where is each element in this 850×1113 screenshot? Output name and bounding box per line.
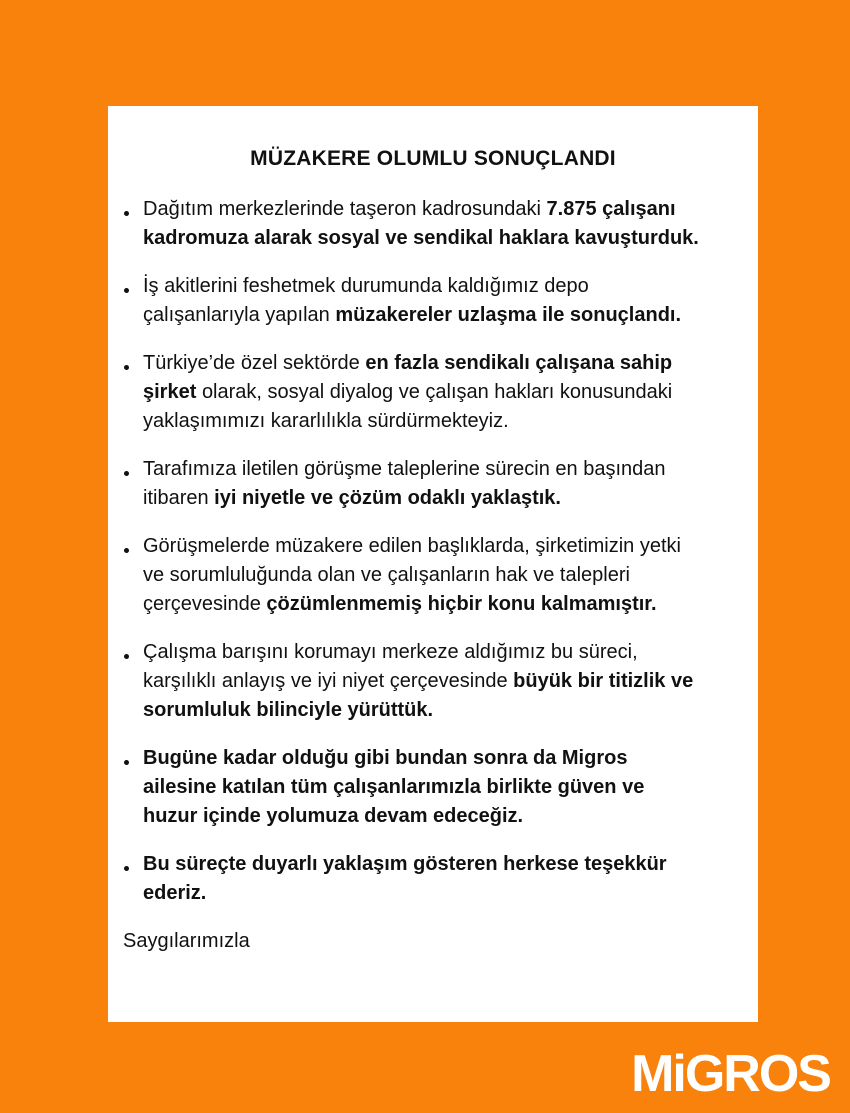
text-line: Türkiye’de özel sektörde en fazla sendikalı çalışana sahip (143, 352, 673, 374)
bullet-item (123, 272, 743, 330)
bullet-dot-icon (124, 760, 129, 765)
bullet-dot-icon (124, 548, 129, 553)
bullet-item (123, 850, 743, 908)
text-line: ve sorumluluğunda olan ve çalışanların hak ve talepleri (143, 564, 630, 586)
announcement-card (108, 106, 758, 1022)
text-line: huzur içinde yolumuza devam edeceğiz. (143, 805, 524, 827)
text-line: Çalışma barışını korumayı merkeze aldığımız bu süreci, (143, 641, 638, 663)
text-line: sorumluluk bilinciyle yürüttük. (143, 699, 434, 721)
bullet-dot-icon (124, 365, 129, 370)
text-line: ailesine katılan tüm çalışanlarımızla birlikte güven ve (143, 776, 645, 798)
text-line: Bu süreçte duyarlı yaklaşım gösteren herkese teşekkür (143, 853, 667, 875)
closing-text: Saygılarımızla (123, 930, 250, 952)
bullet-dot-icon (124, 866, 129, 871)
text-line: şirket olarak, sosyal diyalog ve çalışan hakları konusundaki (143, 381, 673, 403)
announcement-title: MÜZAKERE OLUMLU SONUÇLANDI (250, 147, 616, 170)
text-line: ederiz. (143, 882, 207, 904)
migros-logo: MiGROS (631, 1045, 830, 1103)
text-line: kadromuza alarak sosyal ve sendikal haklara kavuşturduk. (143, 227, 699, 249)
text-line: İş akitlerini feshetmek durumunda kaldığımız depo (143, 275, 589, 297)
bullet-item (123, 195, 743, 253)
text-line: karşılıklı anlayış ve iyi niyet çerçevesinde büyük bir titizlik ve (143, 670, 694, 692)
bullet-dot-icon (124, 288, 129, 293)
text-line: çerçevesinde çözümlenmemiş hiçbir konu kalmamıştır. (143, 593, 657, 615)
text-line: itibaren iyi niyetle ve çözüm odaklı yaklaştık. (143, 487, 561, 509)
bullet-list (123, 195, 743, 908)
bullet-item (123, 638, 743, 725)
text-line: Görüşmelerde müzakere edilen başlıklarda, şirketimizin yetki (143, 535, 681, 557)
bullet-dot-icon (124, 471, 129, 476)
text-line: Tarafımıza iletilen görüşme taleplerine sürecin en başından (143, 458, 666, 480)
bullet-item (123, 532, 743, 619)
bullet-item (123, 455, 743, 513)
bullet-item (123, 349, 743, 436)
text-line: çalışanlarıyla yapılan müzakereler uzlaşma ile sonuçlandı. (143, 304, 682, 326)
text-line: Bugüne kadar olduğu gibi bundan sonra da Migros (143, 747, 628, 769)
bullet-item (123, 744, 743, 831)
text-line: yaklaşımımızı kararlılıkla sürdürmekteyiz. (143, 410, 509, 432)
text-line: Dağıtım merkezlerinde taşeron kadrosundaki 7.875 çalışanı (143, 198, 676, 220)
bullet-dot-icon (124, 654, 129, 659)
bullet-dot-icon (124, 211, 129, 216)
